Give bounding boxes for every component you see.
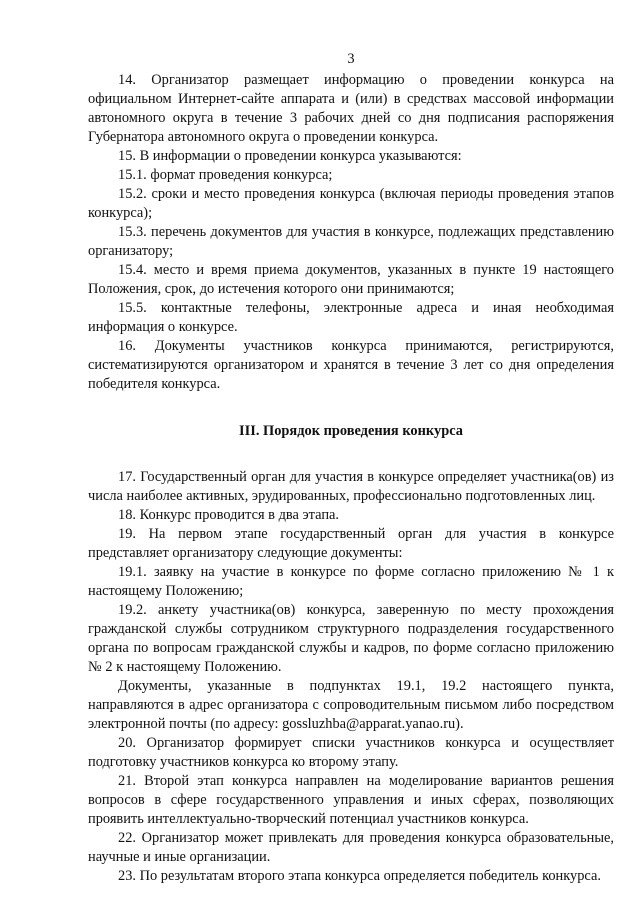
paragraph-15-2: 15.2. сроки и место проведения конкурса (включая периоды проведения этапов конкурса);	[88, 186, 614, 221]
paragraph-14: 14. Организатор размещает информацию о проведении конкурса на официальном Интернет-сайте аппарата и (или) в средствах массовой информации автономного округа в течение 3 рабочих дней со дня подписания распоряжения Губернатора автономного округа о проведении конкурса.	[88, 72, 614, 145]
paragraph-16: 16. Документы участников конкурса принимаются, регистрируются, систематизируются организатором и хранятся в течение 3 лет со дня определения победителя конкурса.	[88, 338, 614, 392]
section-heading: III. Порядок проведения конкурса	[239, 423, 463, 439]
paragraph-15-1: 15.1. формат проведения конкурса;	[118, 167, 333, 183]
paragraph-19-1: 19.1. заявку на участие в конкурсе по форме согласно приложению № 1 к настоящему Положению;	[88, 564, 614, 599]
paragraph-20: 20. Организатор формирует списки участников конкурса и осуществляет подготовку участников конкурса ко второму этапу.	[88, 735, 614, 770]
document-page	[88, 50, 614, 886]
paragraph-documents: Документы, указанные в подпунктах 19.1, 19.2 настоящего пункта, направляются в адрес организатора с сопроводительным письмом либо посредством электронной почты (по адресу: gossluzhba@apparat.yanao.ru).	[88, 678, 614, 732]
paragraph-17: 17. Государственный орган для участия в конкурсе определяет участника(ов) из числа наиболее активных, эрудированных, профессионально подготовленных лиц.	[88, 469, 614, 504]
paragraph-15-4: 15.4. место и время приема документов, указанных в пункте 19 настоящего Положения, срок, до истечения которого они принимаются;	[88, 262, 614, 297]
page-number: 3	[347, 51, 355, 67]
paragraph-19: 19. На первом этапе государственный орган для участия в конкурсе представляет организатору следующие документы:	[88, 526, 614, 561]
paragraph-15-5: 15.5. контактные телефоны, электронные адреса и иная необходимая информация о конкурсе.	[88, 300, 614, 335]
paragraph-21: 21. Второй этап конкурса направлен на моделирование вариантов решения вопросов в сфере государственного управления и иных сферах, позволяющих проявить интеллектуально-творческий потенциал участников конкурса.	[88, 773, 614, 827]
paragraph-22: 22. Организатор может привлекать для проведения конкурса образовательные, научные и иные организации.	[88, 830, 614, 865]
paragraph-23: 23. По результатам второго этапа конкурса определяется победитель конкурса.	[118, 868, 601, 884]
paragraph-15-3: 15.3. перечень документов для участия в конкурсе, подлежащих представлению организатору;	[88, 224, 614, 259]
paragraph-18: 18. Конкурс проводится в два этапа.	[118, 507, 340, 523]
paragraph-15: 15. В информации о проведении конкурса указываются:	[118, 148, 462, 164]
paragraph-19-2: 19.2. анкету участника(ов) конкурса, заверенную по месту прохождения гражданской службы сотрудником структурного подразделения государственного органа по вопросам гражданской службы и кадров, по форме согласно приложению № 2 к настоящему Положению.	[88, 602, 614, 675]
